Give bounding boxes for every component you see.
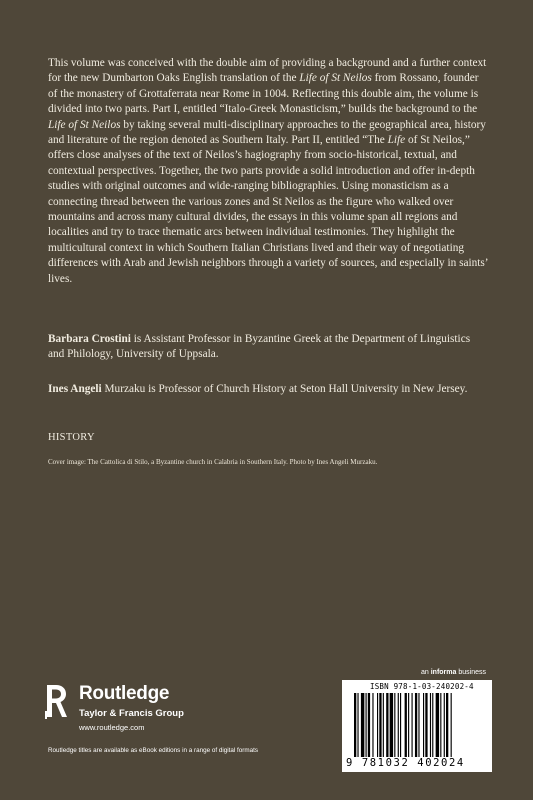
barcode-bar [436,693,439,757]
barcode-bar [432,693,433,757]
barcode-bar [366,693,367,757]
informa-brand: informa [430,669,457,676]
informa-business-tag [421,669,486,676]
barcode-bar [423,693,424,757]
barcode-bar [398,693,399,757]
author-bio-text: is Assistant Professor in Byzantine Greek at the Department of Linguistics and Philology, University of Uppsala. [48,333,471,361]
blurb-paragraph [48,56,488,287]
barcode-bars [352,693,486,757]
barcode-bar [408,693,409,757]
barcode-bar [394,693,395,757]
barcode-bar [386,693,388,757]
barcode-bar [446,693,448,757]
isbn-label: ISBN 978-1-03-240202-4 [370,682,474,691]
author-name: Ines Angeli [48,383,102,395]
barcode-bar [372,693,373,757]
author-bio-text: is Professor of Church History at Seton Hall University in New Jersey. [145,383,468,395]
author-name-rest: Murzaku [101,383,146,395]
barcode-bar [405,693,407,757]
barcode-bar [379,693,381,757]
informa-suffix: business [456,669,486,676]
publisher-url: www.routledge.com [79,723,145,732]
barcode-bar [361,693,364,757]
informa-prefix: an [421,669,431,676]
barcode-bar [425,693,427,757]
author-bio-murzaku [48,382,488,397]
subject-category: HISTORY [48,432,95,443]
blurb-title-3: Life [387,134,406,147]
barcode-bar [383,693,384,757]
publisher-group: Taylor & Francis Group [79,708,184,719]
barcode-bar [412,693,413,757]
barcode-bar [444,693,445,757]
barcode-bar [377,693,378,757]
barcode-bar [368,693,370,757]
isbn-barcode [342,680,492,772]
blurb-text-1: This volume was conceived with the double aim of providing a background and a further context for the new Dumbarton Oaks English translation of the [48,57,487,85]
publisher-logo [44,683,244,735]
author-name: Barbara Crostini [48,333,131,345]
publisher-name: Routledge [79,683,170,704]
barcode-bar [430,693,431,757]
blurb-title-1: Life of St Neilos [299,72,372,85]
blurb-text-2: from Rossano, founder of the monastery of Grottaferrata near Rome in 1004. Reflecting this double aim, the volume is divided into two parts. Part I, entitled “Italo-Greek Monasticism,” builds the background to the [48,72,479,116]
barcode-bar [440,693,441,757]
cover-image-credit: Cover image: The Cattolica di Stilo, a Byzantine church in Calabria in Southern Italy. Photo by Ines Angeli Murzaku. [48,458,378,466]
author-bio-crostini [48,332,488,363]
blurb-title-2: Life of St Neilos [48,118,121,131]
barcode-bar [390,693,393,757]
blurb-text-3: by taking several multi-disciplinary approaches to the geographical area, history and literature of the region denoted as Southern Italy. Part II, entitled “The [48,118,486,147]
isbn-digits: 9 781032 402024 [346,757,465,769]
barcode-bar [418,693,419,757]
ebook-note: Routledge titles are available as eBook editions in a range of digital formats [48,747,259,754]
barcode-bar [415,693,417,757]
barcode-bar [400,693,401,757]
barcode-bar [357,693,358,757]
barcode-bar [354,693,356,757]
routledge-r-logo-icon [44,683,68,719]
blurb-text-4: of St Neilos,” offers close analyses of the text of Neilos’s hagiography from socio-historical, textual, and contextual perspectives. Together, the two parts provide a solid introduction and offer in-depth studies with original outcomes and wide-ranging bibliographies. Using monasticism as a connecting thread between the various zones and St Neilos as the figure who walked over mountains and across many cultural divides, the essays in this volume span all regions and localities and try to trace thematic arcs between individual testimonies. They highlight the multicultural context in which Southern Italian Christians lived and their way of negotiating differences with Arab and Jewish neighbors through a variety of sources, and especially in saints’ lives. [48,134,488,285]
barcode-bar [451,693,452,757]
